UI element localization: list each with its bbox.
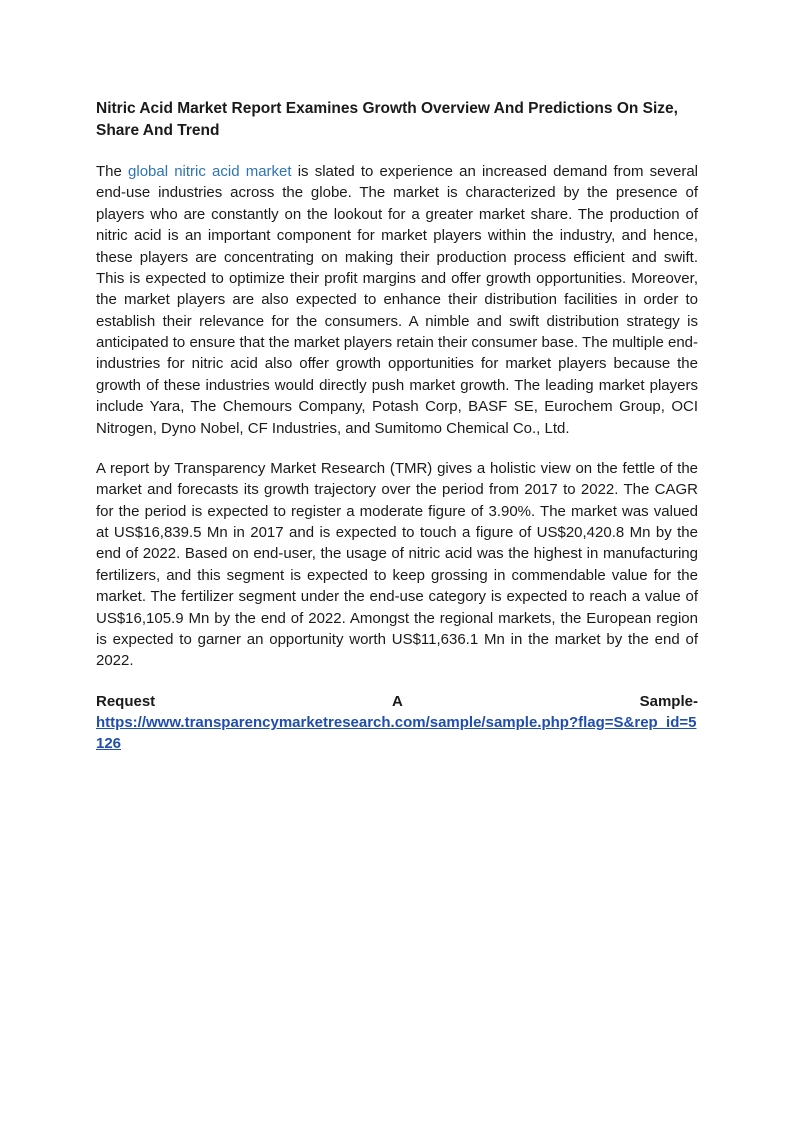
a-word: A xyxy=(391,692,403,710)
global-nitric-acid-market-link[interactable]: global nitric acid market xyxy=(128,163,292,180)
sample-url-link[interactable]: https://www.transparencymarketresearch.com/sample/sample.php?flag=S&rep_id=5126 xyxy=(96,714,697,753)
request-sample-line xyxy=(96,691,698,712)
intro-text-after-link: is slated to experience an increased demand from several end-use industries across the globe. The market is characterized by the presence of players who are constantly on the lookout for a greater market share. The production of nitric acid is an important component for market players within the industry, and hence, these players are concentrating on making their production process efficient and swift. This is expected to optimize their profit margins and offer growth opportunities. Moreover, the market players are also expected to enhance their distribution facilities in order to establish their relevance for the consumers. A nimble and swift distribution strategy is anticipated to ensure that the market players retain their consumer base. The multiple end-industries for nitric acid also offer growth opportunities for market players because the growth of these industries would directly push market growth. The leading market players include Yara, The Chemours Company, Potash Corp, BASF SE, Eurochem Group, OCI Nitrogen, Dyno Nobel, CF Industries, and Sumitomo Chemical Co., Ltd. xyxy=(96,163,699,437)
intro-paragraph xyxy=(96,161,698,439)
sample-word: Sample- xyxy=(639,692,698,710)
page-title: Nitric Acid Market Report Examines Growth Overview And Predictions On Size, Share And Trend xyxy=(96,100,678,139)
request-word: Request xyxy=(96,692,156,710)
report-paragraph: A report by Transparency Market Research (TMR) gives a holistic view on the fettle of the market and forecasts its growth trajectory over the period from 2017 to 2022. The CAGR for the period is expected to register a moderate figure of 3.90%. The market was valued at US$16,839.5 Mn in 2017 and is expected to touch a figure of US$20,420.8 Mn by the end of 2022. Based on end-user, the usage of nitric acid was the highest in manufacturing fertilizers, and this segment is expected to keep grossing in commendable value for the market. The fertilizer segment under the end-use category is expected to reach a value of US$16,105.9 Mn by the end of 2022. Amongst the regional markets, the European region is expected to garner an opportunity worth US$11,636.1 Mn in the market by the end of 2022. xyxy=(96,459,698,670)
intro-text-before-link: The xyxy=(96,163,129,180)
